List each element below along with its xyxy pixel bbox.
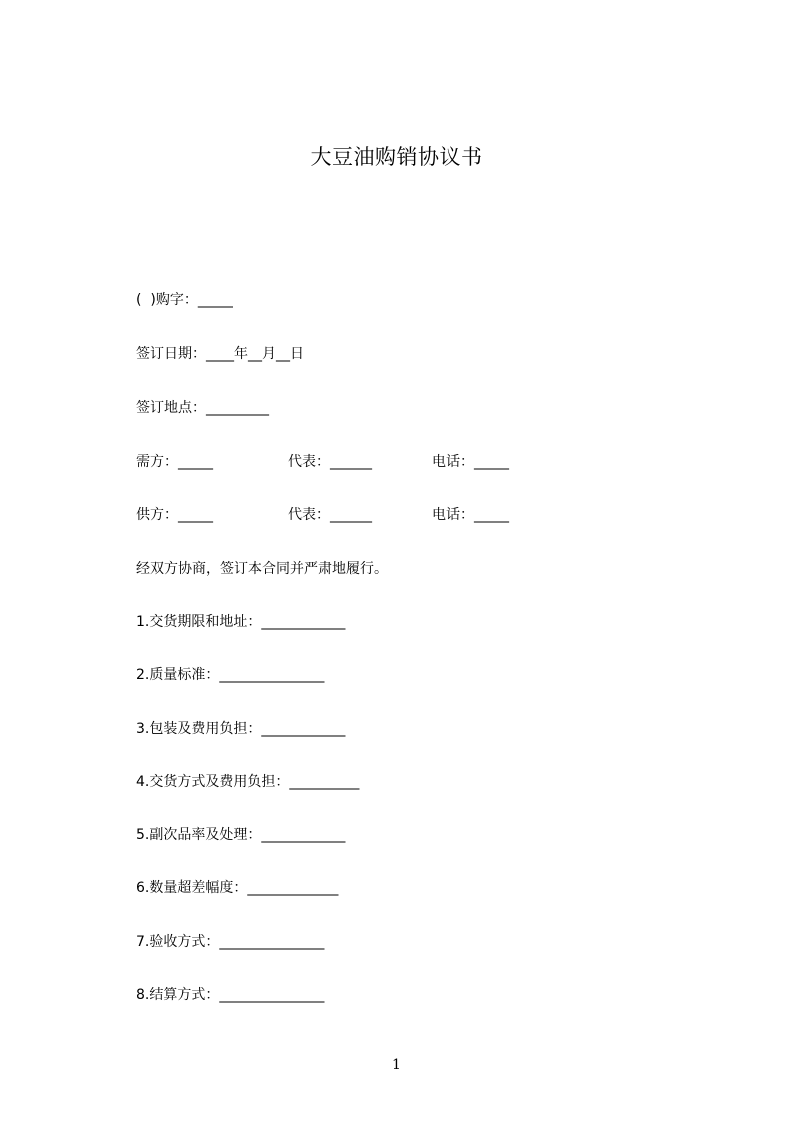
clause-item: 3.包装及费用负担：____________: [136, 721, 346, 737]
clause-item: 1.交货期限和地址：____________: [136, 614, 346, 630]
clause-item: 2.质量标准：_______________: [136, 667, 325, 683]
sign-place-line: 签订地点：_________: [136, 400, 269, 416]
clause-item: 8.结算方式：_______________: [136, 987, 325, 1003]
clause-item: 4.交货方式及费用负担：__________: [136, 774, 360, 790]
clause-item: 7.验收方式：_______________: [136, 934, 325, 950]
supplier-representative: 代表：______: [288, 507, 372, 523]
page-number: 1: [392, 1057, 401, 1073]
supplier-party: 供方：_____: [136, 507, 213, 523]
document-title: 大豆油购销协议书: [310, 145, 483, 169]
agreement-statement: 经双方协商，签订本合同并严肃地履行。: [136, 561, 388, 577]
contract-number-line: ( )购字：_____: [136, 292, 233, 308]
supplier-phone: 电话：_____: [432, 507, 509, 523]
sign-date-line: 签订日期：____年__月__日: [136, 346, 304, 362]
clause-item: 6.数量超差幅度：_____________: [136, 880, 339, 896]
buyer-representative: 代表：______: [288, 454, 372, 470]
buyer-party: 需方：_____: [136, 454, 213, 470]
buyer-phone: 电话：_____: [432, 454, 509, 470]
clause-item: 5.副次品率及处理：____________: [136, 827, 346, 843]
